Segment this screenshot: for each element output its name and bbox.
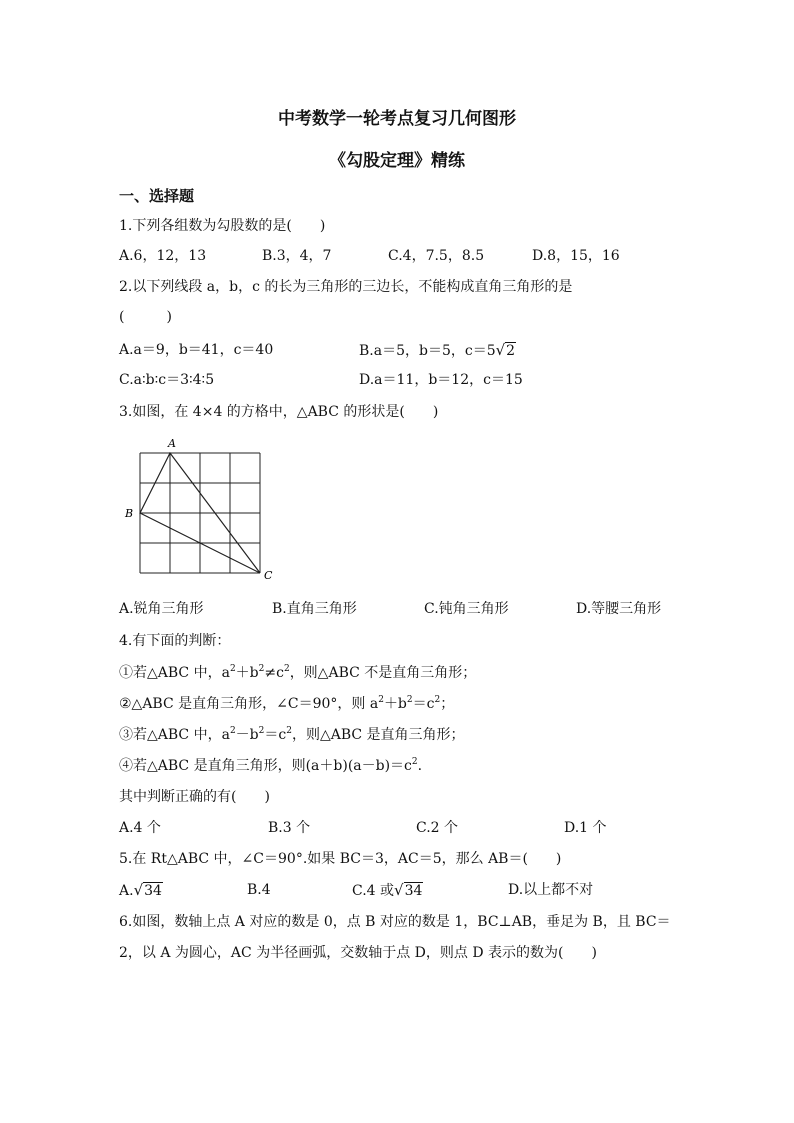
s2-part: ＋b: [383, 696, 407, 712]
s1-part: ＋b: [235, 665, 259, 681]
q5-option-c: [352, 880, 423, 901]
q2-option-a: A.a＝9，b＝41，c＝40: [119, 342, 274, 358]
q2-option-b: [359, 340, 516, 361]
question-4-stem: 4.有下面的判断：: [119, 633, 231, 649]
q4-statement-1: [119, 663, 476, 683]
vertex-label-b: B: [125, 507, 134, 520]
radicand: 34: [404, 883, 423, 899]
s1-part: ，则△ABC 不是直角三角形；: [289, 665, 477, 681]
exponent: 2: [258, 726, 265, 736]
q4-option-b: B.3 个: [268, 820, 311, 836]
q4-statement-4: [119, 756, 422, 776]
q1-option-d: D.8，15，16: [532, 248, 620, 264]
q3-option-a: A.锐角三角形: [119, 601, 204, 617]
q2-option-c: C.a∶b∶c＝3∶4∶5: [119, 372, 215, 388]
s1-part: ≠c: [264, 665, 284, 681]
radical-sign: √: [394, 881, 404, 899]
question-5-stem: 5.在 Rt△ABC 中，∠C＝90°.如果 BC＝3，AC＝5，那么 AB＝( ): [119, 851, 562, 867]
grid-triangle-figure: [118, 436, 288, 586]
q4-statement-3: [119, 725, 465, 745]
s3-part: ＝c: [264, 727, 287, 743]
s2-part: ＝c: [412, 696, 435, 712]
question-2-stem: 2.以下列线段 a，b，c 的长为三角形的三边长，不能构成直角三角形的是: [119, 279, 573, 295]
page-title: 中考数学一轮考点复习几何图形: [278, 109, 516, 129]
question-1-stem: 1.下列各组数为勾股数的是( ): [119, 218, 326, 234]
question-6-line-1: 6.如图，数轴上点 A 对应的数是 0，点 B 对应的数是 1，BC⊥AB，垂足为 B，且 BC＝: [119, 914, 671, 930]
vertex-label-c: C: [264, 569, 273, 582]
exponent: 2: [434, 695, 441, 705]
exponent: 2: [283, 664, 290, 674]
exponent: 2: [286, 726, 292, 736]
q3-option-c: C.钝角三角形: [424, 601, 509, 617]
radicand: 34: [144, 883, 162, 899]
q2-option-b-text: B.a＝5，b＝5，c＝5: [359, 343, 496, 359]
q5-option-c-text: C.4 或: [352, 883, 395, 899]
radical-sign: √: [133, 881, 144, 899]
s2-part: ②△ABC 是直角三角形，∠C＝90°，则 a: [119, 696, 379, 712]
exponent: 2: [406, 695, 413, 705]
s3-part: －b: [235, 727, 259, 743]
page-subtitle: 《勾股定理》精练: [329, 151, 465, 171]
radical-sign: √: [495, 341, 506, 359]
q3-option-d: D.等腰三角形: [576, 601, 662, 617]
vertex-label-a: A: [168, 437, 176, 450]
question-3-stem: 3.如图，在 4×4 的方格中，△ABC 的形状是( ): [119, 404, 439, 420]
section-heading: 一、选择题: [119, 187, 195, 205]
exponent: 2: [258, 664, 265, 674]
q1-option-b: B.3，4，7: [262, 248, 332, 264]
q4-option-c: C.2 个: [416, 820, 459, 836]
q3-option-b: B.直角三角形: [272, 601, 357, 617]
q2-option-d: D.a＝11，b＝12，c＝15: [359, 372, 523, 388]
q5-option-a: [119, 880, 163, 901]
q1-option-a: A.6，12，13: [119, 248, 207, 264]
question-6-line-2: 2，以 A 为圆心，AC 为半径画弧，交数轴于点 D，则点 D 表示的数为( ): [119, 945, 597, 961]
s4-part: .: [417, 758, 423, 774]
exponent: 2: [411, 757, 418, 767]
grid-lines: [140, 453, 260, 573]
sqrt-expression: [394, 880, 423, 901]
q4-ask: 其中判断正确的有( ): [119, 789, 270, 805]
sqrt-expression: [496, 340, 516, 361]
q1-option-c: C.4，7.5，8.5: [388, 248, 485, 264]
q5-option-d: D.以上都不对: [508, 882, 594, 898]
s2-part: ；: [440, 696, 455, 712]
radicand: 2: [506, 343, 516, 359]
s1-part: ①若△ABC 中，a: [119, 665, 230, 681]
s3-part: ，则△ABC 是直角三角形；: [291, 727, 465, 743]
question-2-paren: ( ): [119, 309, 172, 325]
s4-part: ④若△ABC 是直角三角形，则(a＋b)(a－b)＝c: [119, 758, 412, 774]
q4-option-a: A.4 个: [119, 820, 161, 836]
q4-option-d: D.1 个: [564, 820, 607, 836]
q5-option-a-text: A.: [119, 883, 134, 899]
exponent: 2: [229, 664, 236, 674]
s3-part: ③若△ABC 中，a: [119, 727, 230, 743]
q4-statement-2: [119, 694, 454, 714]
exponent: 2: [378, 695, 384, 705]
q5-option-b: B.4: [247, 882, 271, 898]
sqrt-expression: [134, 880, 163, 901]
exponent: 2: [229, 726, 236, 736]
